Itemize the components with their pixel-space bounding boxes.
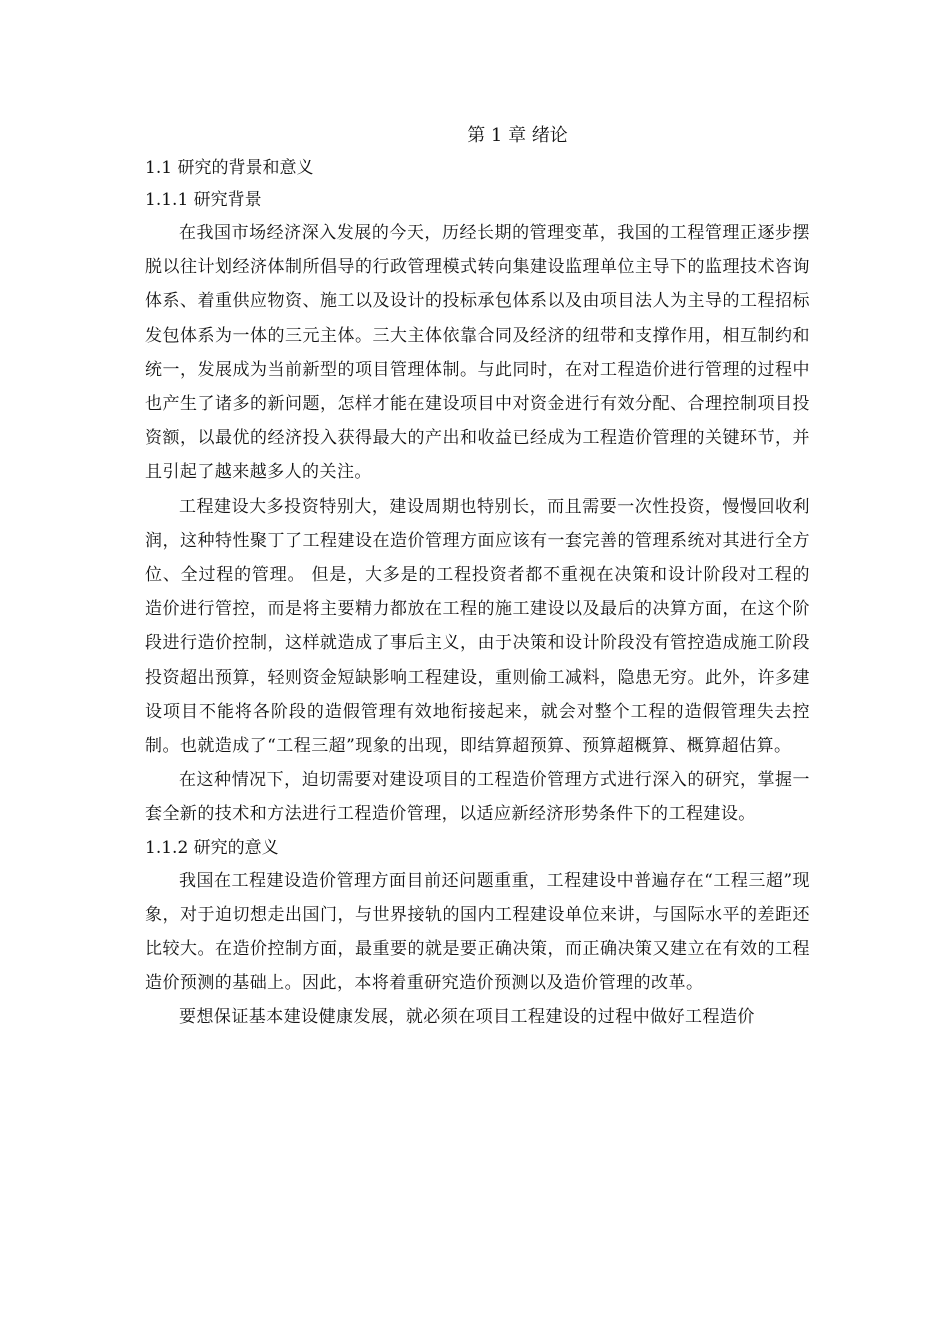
document-content [145,120,810,1035]
chapter-title: 第 1 章 绪论 [467,125,568,146]
paragraph-significance-1: 我国在工程建设造价管理方面目前还问题重重，工程建设中普遍存在“工程三超”现象，对于迫切想走出国门，与世界接轨的国内工程建设单位来讲，与国际水平的差距还比较大。在造价控制方面，最重要的就是要正确决策，而正确决策又建立在有效的工程造价预测的基础上。因此，本将着重研究造价预测以及造价管理的改革。 [145,870,810,994]
section-heading-1-1: 1.1 研究的背景和意义 [145,158,314,178]
paragraph-background-2: 工程建设大多投资特别大，建设周期也特别长，而且需要一次性投资，慢慢回收利润，这种特性聚丁了工程建设在造价管理方面应该有一套完善的管理系统对其进行全方位、全过程的管理。 但是，大多是的工程投资者都不重视在决策和设计阶段对工程的造价进行管控，而是将主要精力都放在工程的施工建设以及最后的决算方面，在这个阶段进行造价控制，这样就造成了事后主义，由于决策和设计阶段没有管控造成施工阶段投资超出预算，轻则资金短缺影响工程建设，重则偷工减料，隐患无穷。此外，许多建设项目不能将各阶段的造假管理有效地衔接起来，就会对整个工程的造假管理失去控制。也就造成了“工程三超”现象的出现，即结算超预算、预算超概算、概算超估算。 [145,496,810,757]
paragraph-significance-2: 要想保证基本建设健康发展，就必须在项目工程建设的过程中做好工程造价 [179,1007,755,1028]
section-heading-1-1-1: 1.1.1 研究背景 [145,190,262,210]
paragraph-background-1: 在我国市场经济深入发展的今天，历经长期的管理变革，我国的工程管理正逐步摆脱以往计划经济体制所倡导的行政管理模式转向集建设监理单位主导下的监理技术咨询体系、着重供应物资、施工以及设计的投标承包体系以及由项目法人为主导的工程招标发包体系为一体的三元主体。三大主体依靠合同及经济的纽带和支撑作用，相互制约和统一，发展成为当前新型的项目管理体制。与此同时，在对工程造价进行管理的过程中也产生了诸多的新问题，怎样才能在建设项目中对资金进行有效分配、合理控制项目投资额，以最优的经济投入获得最大的产出和收益已经成为工程造价管理的关键环节，并且引起了越来越多人的关注。 [145,223,810,483]
paragraph-background-3: 在这种情况下，迫切需要对建设项目的工程造价管理方式进行深入的研究，掌握一套全新的技术和方法进行工程造价管理，以适应新经济形势条件下的工程建设。 [145,770,810,825]
section-heading-1-1-2: 1.1.2 研究的意义 [145,837,279,858]
